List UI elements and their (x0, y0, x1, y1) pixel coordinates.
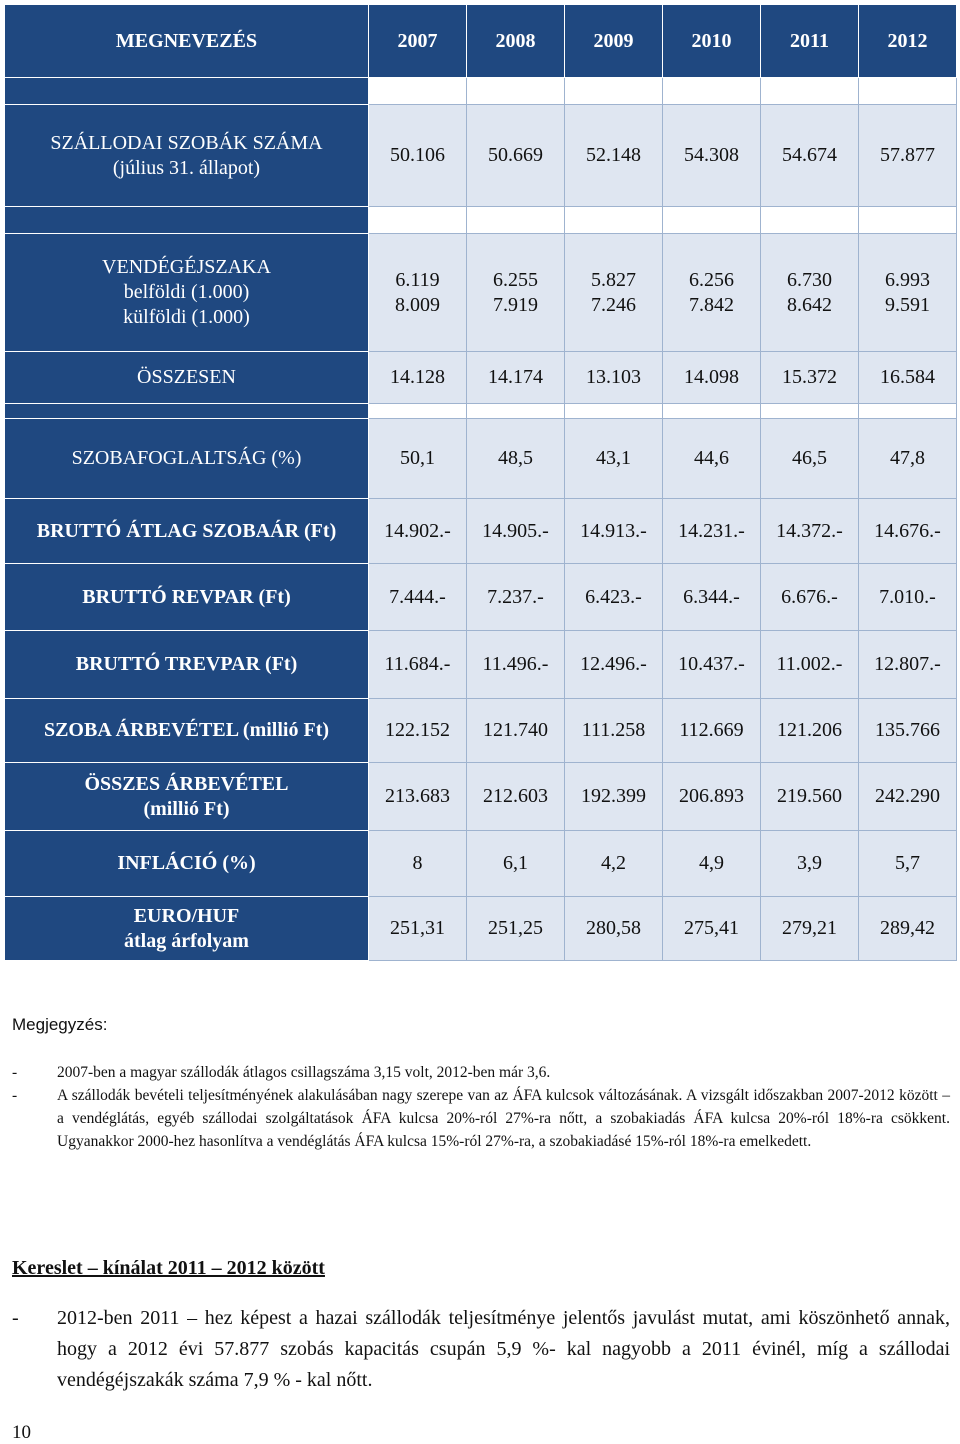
table-cell: 13.103 (565, 352, 663, 404)
table-cell: 122.152 (369, 699, 467, 763)
table-cell: 6,1 (467, 831, 565, 897)
table-cell: 46,5 (761, 419, 859, 499)
table-cell: 6.255 7.919 (467, 234, 565, 352)
table-cell: 121.740 (467, 699, 565, 763)
table-cell: 7.237.- (467, 564, 565, 631)
table-cell: 5,7 (859, 831, 957, 897)
row-label-avg-room-rate: BRUTTÓ ÁTLAG SZOBAÁR (Ft) (5, 499, 369, 564)
table-row (5, 631, 957, 699)
table-row (5, 105, 957, 207)
table-cell: 11.002.- (761, 631, 859, 699)
header-year: 2007 (369, 5, 467, 78)
table-cell: 14.098 (663, 352, 761, 404)
page-number: 10 (12, 1422, 31, 1443)
table-cell: 14.905.- (467, 499, 565, 564)
table-cell: 219.560 (761, 763, 859, 831)
table-cell: 14.231.- (663, 499, 761, 564)
table-cell: 14.902.- (369, 499, 467, 564)
table-cell: 6.993 9.591 (859, 234, 957, 352)
bullet-dash: - (12, 1307, 19, 1329)
table-cell: 57.877 (859, 105, 957, 207)
header-year: 2009 (565, 5, 663, 78)
table-cell: 11.496.- (467, 631, 565, 699)
table-cell: 279,21 (761, 897, 859, 961)
table-row (5, 831, 957, 897)
table-row (5, 763, 957, 831)
table-cell: 14.128 (369, 352, 467, 404)
table-cell: 6.423.- (565, 564, 663, 631)
section-text: 2012-ben 2011 – hez képest a hazai szállodák teljesítménye jelentős javulást mutat, ami köszönhető annak, hogy a 2012 évi 57.877 szobás kapacitás csupán 5,9 %- kal nagyobb a 2011 évinél, míg a szállodai vendégéjszakák száma 7,9 % - kal nőtt. (57, 1307, 950, 1391)
table-cell: 6.344.- (663, 564, 761, 631)
table-cell: 135.766 (859, 699, 957, 763)
table-cell: 289,42 (859, 897, 957, 961)
row-label-eurhuf: EURO/HUF átlag árfolyam (5, 897, 369, 961)
table-cell: 6.676.- (761, 564, 859, 631)
row-label-inflation: INFLÁCIÓ (%) (5, 831, 369, 897)
notes-list (12, 1061, 950, 1153)
table-cell: 251,31 (369, 897, 467, 961)
table-cell: 121.206 (761, 699, 859, 763)
row-label-guest-nights: VENDÉGÉJSZAKA belföldi (1.000) külföldi (1.000) (5, 234, 369, 352)
table-cell: 16.584 (859, 352, 957, 404)
header-label: MEGNEVEZÉS (5, 5, 369, 78)
table-cell: 7.010.- (859, 564, 957, 631)
bullet-dash: - (12, 1064, 18, 1081)
list-item (12, 1061, 950, 1084)
table-cell: 251,25 (467, 897, 565, 961)
table-cell: 47,8 (859, 419, 957, 499)
table-row (5, 499, 957, 564)
table-cell: 4,2 (565, 831, 663, 897)
table-cell: 11.684.- (369, 631, 467, 699)
header-year: 2011 (761, 5, 859, 78)
spacer-row (5, 78, 957, 105)
section-heading: Kereslet – kínálat 2011 – 2012 között (12, 1257, 325, 1279)
table-cell: 10.437.- (663, 631, 761, 699)
table-cell: 4,9 (663, 831, 761, 897)
table-cell: 44,6 (663, 419, 761, 499)
spacer-row (5, 207, 957, 234)
table-cell: 111.258 (565, 699, 663, 763)
table-cell: 12.496.- (565, 631, 663, 699)
table-cell: 50.669 (467, 105, 565, 207)
row-label-trevpar: BRUTTÓ TREVPAR (Ft) (5, 631, 369, 699)
table-cell: 43,1 (565, 419, 663, 499)
table-cell: 212.603 (467, 763, 565, 831)
table-cell: 14.174 (467, 352, 565, 404)
table-cell: 6.119 8.009 (369, 234, 467, 352)
table-cell: 15.372 (761, 352, 859, 404)
table-cell: 3,9 (761, 831, 859, 897)
table-cell: 52.148 (565, 105, 663, 207)
table-cell: 242.290 (859, 763, 957, 831)
section-paragraph (12, 1303, 950, 1396)
table-row (5, 352, 957, 404)
table-cell: 54.674 (761, 105, 859, 207)
table-cell: 206.893 (663, 763, 761, 831)
row-label-rooms: SZÁLLODAI SZOBÁK SZÁMA (július 31. állapot) (5, 105, 369, 207)
table-cell: 6.730 8.642 (761, 234, 859, 352)
table-row (5, 699, 957, 763)
table-cell: 54.308 (663, 105, 761, 207)
row-label-revpar: BRUTTÓ REVPAR (Ft) (5, 564, 369, 631)
table-cell: 213.683 (369, 763, 467, 831)
table-cell: 50.106 (369, 105, 467, 207)
header-year: 2008 (467, 5, 565, 78)
table-row (5, 234, 957, 352)
note-text: A szállodák bevételi teljesítményének alakulásában nagy szerepe van az ÁFA kulcsok változásának. A vizsgált időszakban 2007-2012 között – a vendéglátás, egyéb szállodai szolgáltatások ÁFA kulcsa 20%-ról 27%-ra nőtt, a szobakiadás ÁFA kulcsa 20%-ról 18%-ra csökkent. Ugyanakkor 2000-hez hasonlítva a vendéglátás ÁFA kulcsa 15%-ról 27%-ra, a szobakiadásé 15%-ról 18%-ra emelkedett. (57, 1087, 950, 1150)
table-cell: 112.669 (663, 699, 761, 763)
notes-title: Megjegyzés: (12, 1015, 108, 1034)
table-cell: 12.807.- (859, 631, 957, 699)
row-label-total-revenue: ÖSSZES ÁRBEVÉTEL (millió Ft) (5, 763, 369, 831)
table-cell: 6.256 7.842 (663, 234, 761, 352)
table-cell: 280,58 (565, 897, 663, 961)
header-year: 2012 (859, 5, 957, 78)
note-text: 2007-ben a magyar szállodák átlagos csillagszáma 3,15 volt, 2012-ben már 3,6. (57, 1064, 551, 1081)
list-item (12, 1084, 950, 1153)
row-label-occupancy: SZOBAFOGLALTSÁG (%) (5, 419, 369, 499)
row-label-room-revenue: SZOBA ÁRBEVÉTEL (millió Ft) (5, 699, 369, 763)
table-cell: 14.372.- (761, 499, 859, 564)
table-cell: 7.444.- (369, 564, 467, 631)
table-cell: 14.913.- (565, 499, 663, 564)
spacer-row (5, 404, 957, 419)
table-cell: 8 (369, 831, 467, 897)
bullet-dash: - (12, 1087, 18, 1104)
table-cell: 48,5 (467, 419, 565, 499)
table-row (5, 564, 957, 631)
table-cell: 275,41 (663, 897, 761, 961)
row-label-total: ÖSSZESEN (5, 352, 369, 404)
table-row (5, 897, 957, 961)
table-cell: 5.827 7.246 (565, 234, 663, 352)
header-row (5, 5, 957, 78)
table-cell: 50,1 (369, 419, 467, 499)
hotel-statistics-table (4, 4, 957, 961)
table-cell: 192.399 (565, 763, 663, 831)
header-year: 2010 (663, 5, 761, 78)
table-cell: 14.676.- (859, 499, 957, 564)
table-row (5, 419, 957, 499)
